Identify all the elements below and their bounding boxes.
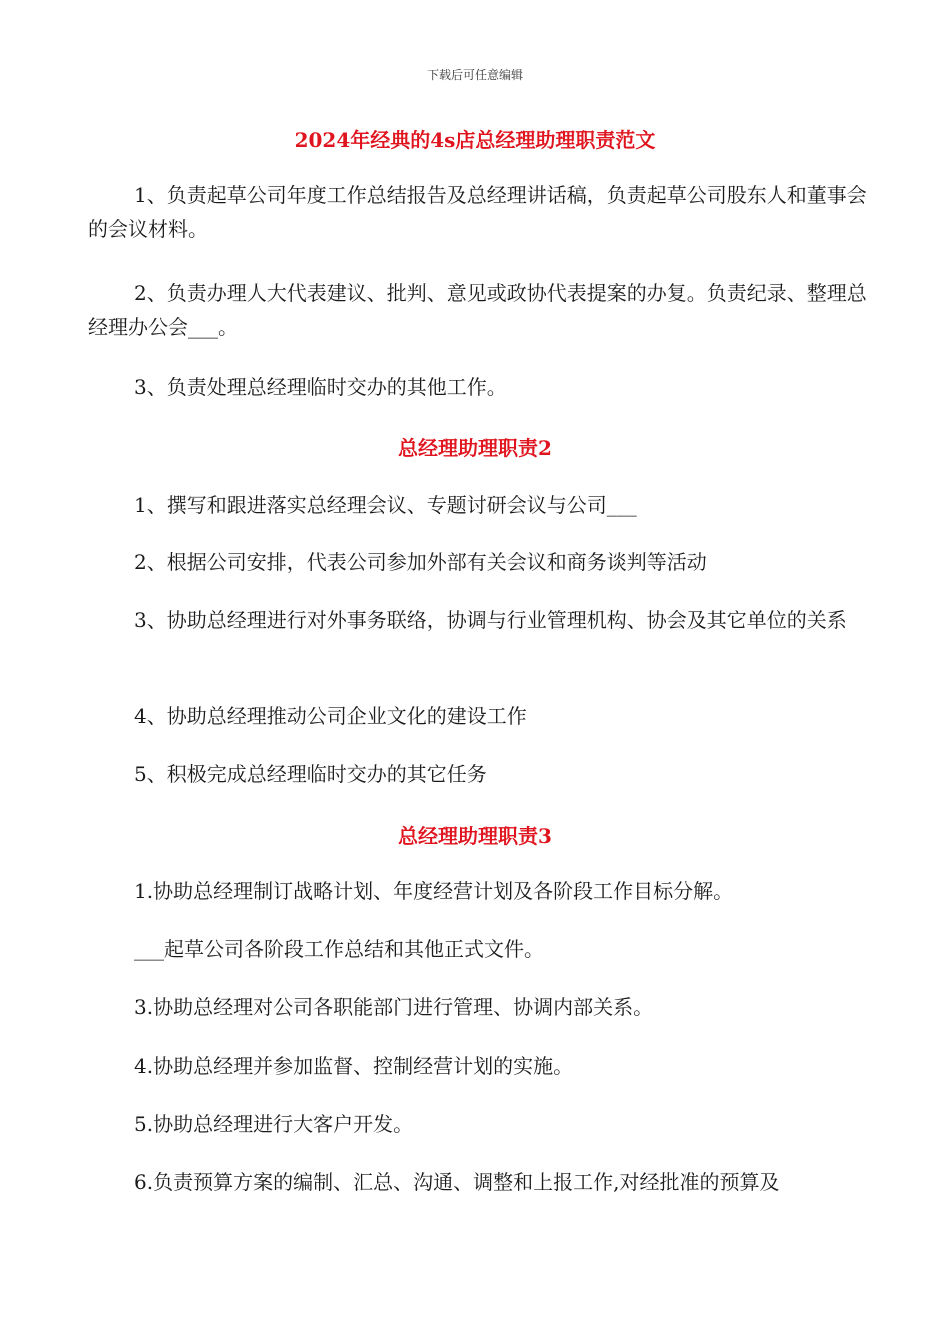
paragraph: 1、负责起草公司年度工作总结报告及总经理讲话稿，负责起草公司股东人和董事会的会议材料。 [88,183,867,241]
document-title: 2024年经典的4s店总经理助理职责范文 [294,128,656,152]
paragraph: 3.协助总经理对公司各职能部门进行管理、协调内部关系。 [134,995,654,1019]
header-note: 下载后可任意编辑 [426,68,523,82]
paragraph: 1.协助总经理制订战略计划、年度经营计划及各阶段工作目标分解。 [134,879,734,903]
paragraph: ___起草公司各阶段工作总结和其他正式文件。 [134,937,544,961]
paragraph: 4、协助总经理推动公司企业文化的建设工作 [134,704,527,728]
paragraph: 5.协助总经理进行大客户开发。 [134,1112,414,1136]
paragraph: 5、积极完成总经理临时交办的其它任务 [134,762,487,786]
section-heading: 总经理助理职责3 [398,824,552,848]
section-heading: 总经理助理职责2 [398,436,552,460]
paragraph: 6.负责预算方案的编制、汇总、沟通、调整和上报工作,对经批准的预算及 [134,1170,780,1194]
paragraph: 2、负责办理人大代表建议、批判、意见或政协代表提案的办复。负责纪录、整理总经理办公会___。 [88,281,867,339]
paragraph: 3、协助总经理进行对外事务联络，协调与行业管理机构、协会及其它单位的关系 [134,608,847,632]
paragraph: 2、根据公司安排，代表公司参加外部有关会议和商务谈判等活动 [134,550,707,574]
paragraph: 3、负责处理总经理临时交办的其他工作。 [134,375,507,399]
paragraph: 1、撰写和跟进落实总经理会议、专题讨研会议与公司___ [134,493,637,517]
paragraph: 4.协助总经理并参加监督、控制经营计划的实施。 [134,1054,574,1078]
